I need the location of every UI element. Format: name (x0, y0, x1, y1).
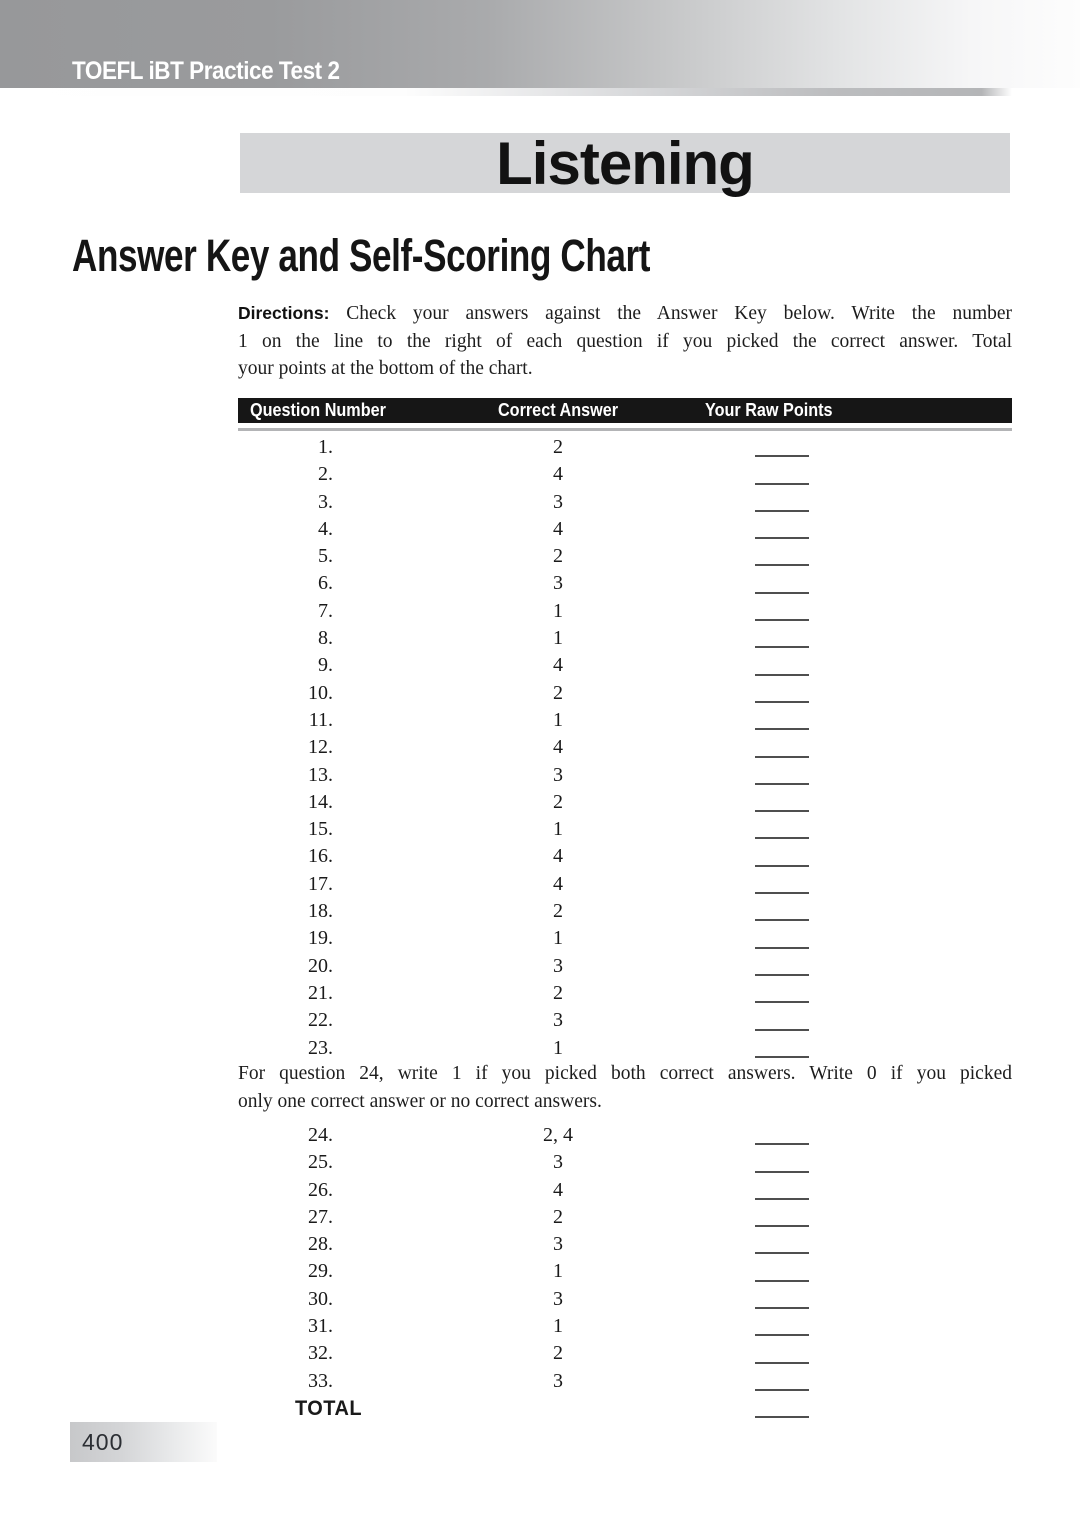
question-number: 11. (308, 708, 333, 731)
section-title: Listening (496, 130, 754, 197)
blank-line (755, 892, 809, 894)
page-number-box (70, 1422, 217, 1462)
question-number: 28. (308, 1233, 333, 1256)
correct-answer: 4 (553, 872, 563, 895)
table-row (238, 1258, 1012, 1285)
blank-line (755, 1416, 809, 1418)
table-row (238, 1368, 1012, 1395)
table-row (238, 1286, 1012, 1313)
blank-line (755, 728, 809, 730)
table-row (238, 980, 1012, 1007)
question-number: 6. (318, 572, 333, 595)
correct-answer: 2, 4 (543, 1124, 573, 1146)
question-number: 10. (308, 681, 333, 704)
column-header-question-number: Question Number (250, 400, 386, 420)
blank-line (755, 1029, 809, 1031)
table-row (238, 734, 1012, 761)
table-row (238, 816, 1012, 843)
table-row (238, 1313, 1012, 1340)
question-number: 31. (308, 1315, 333, 1338)
correct-answer: 1 (553, 1315, 563, 1338)
blank-line (755, 810, 809, 812)
table-row (238, 1231, 1012, 1258)
correct-answer: 2 (553, 981, 563, 1004)
table-row (238, 1177, 1012, 1204)
book-title: TOEFL iBT Practice Test 2 (72, 57, 340, 85)
table-row (238, 1204, 1012, 1231)
blank-line (755, 455, 809, 457)
correct-answer: 3 (553, 1369, 563, 1392)
correct-answer: 1 (553, 627, 563, 650)
directions-paragraph (238, 300, 1012, 383)
table-row (238, 680, 1012, 707)
table-row (238, 625, 1012, 652)
question-number: 16. (308, 845, 333, 868)
table-row (238, 789, 1012, 816)
correct-answer: 1 (553, 708, 563, 731)
column-header-correct-answer: Correct Answer (497, 400, 619, 420)
correct-answer: 1 (553, 927, 563, 950)
table-row (238, 598, 1012, 625)
question-number: 7. (318, 599, 333, 622)
correct-answer: 4 (553, 1178, 563, 1201)
blank-line (755, 510, 809, 512)
blank-line (755, 1225, 809, 1227)
header-band-bottom-strip (0, 88, 1012, 96)
blank-line (755, 783, 809, 785)
question-number: 32. (308, 1342, 333, 1365)
question-number: 30. (308, 1287, 333, 1310)
table-row (238, 871, 1012, 898)
answer-key-table (238, 398, 1012, 1062)
question-24-note (238, 1060, 1012, 1115)
table-row (238, 953, 1012, 980)
table-row (238, 516, 1012, 543)
correct-answer: 3 (553, 1233, 563, 1256)
question-number: 27. (308, 1205, 333, 1228)
directions-line (238, 300, 1012, 328)
question-number: 20. (308, 954, 333, 977)
correct-answer: 4 (553, 845, 563, 868)
blank-line (755, 865, 809, 867)
directions-line: 1 on the line to the right of each question if you picked the correct answer. Total (238, 330, 1012, 352)
correct-answer: 3 (553, 763, 563, 786)
page-number: 400 (82, 1429, 124, 1455)
blank-line (755, 619, 809, 621)
question-number: 25. (308, 1151, 333, 1174)
question-number: 19. (308, 927, 333, 950)
question-number: 3. (318, 490, 333, 513)
blank-line (755, 837, 809, 839)
correct-answer: 1 (553, 818, 563, 841)
blank-line (755, 1252, 809, 1254)
question-number: 33. (308, 1369, 333, 1392)
blank-line (755, 1198, 809, 1200)
blank-line (755, 1334, 809, 1336)
question-number: 9. (318, 654, 333, 677)
directions-line: your points at the bottom of the chart. (238, 358, 533, 379)
blank-line (755, 919, 809, 921)
question-number: 18. (308, 900, 333, 923)
total-label: TOTAL (295, 1396, 363, 1420)
blank-line (755, 1143, 809, 1145)
correct-answer: 4 (553, 463, 563, 486)
correct-answer: 2 (553, 436, 563, 458)
table-row (238, 434, 1012, 461)
blank-line (755, 646, 809, 648)
blank-line (755, 1362, 809, 1364)
blank-line (755, 1056, 809, 1058)
table-header-shadow (238, 428, 1012, 431)
question-number: 17. (308, 872, 333, 895)
question-number: 5. (318, 545, 333, 568)
table-row (238, 1007, 1012, 1034)
blank-line (755, 1307, 809, 1309)
question-number: 2. (318, 463, 333, 486)
blank-line (755, 947, 809, 949)
question-number: 12. (308, 736, 333, 759)
question-number: 8. (318, 627, 333, 650)
correct-answer: 2 (553, 790, 563, 813)
answer-rows-part1 (238, 434, 1012, 1062)
question-number: 14. (308, 790, 333, 813)
question-number: 23. (308, 1036, 333, 1059)
table-row (238, 1035, 1012, 1062)
directions-text: Check your answers against the Answer Key below. Write the number (346, 303, 1013, 324)
correct-answer: 2 (553, 681, 563, 704)
blank-line (755, 701, 809, 703)
question-number: 29. (308, 1260, 333, 1283)
table-row (238, 489, 1012, 516)
answer-rows-part2-block (238, 1119, 1012, 1422)
table-row (238, 1122, 1012, 1149)
question-number: 15. (308, 818, 333, 841)
correct-answer: 1 (553, 1036, 563, 1059)
correct-answer: 2 (553, 1205, 563, 1228)
correct-answer: 2 (553, 900, 563, 923)
note-line: only one correct answer or no correct answers. (238, 1090, 602, 1112)
table-row (238, 543, 1012, 570)
correct-answer: 2 (553, 545, 563, 568)
blank-line (755, 1001, 809, 1003)
table-row (238, 1340, 1012, 1367)
table-header-bar (238, 398, 1012, 423)
correct-answer: 4 (553, 654, 563, 677)
blank-line (755, 592, 809, 594)
answer-rows-part2 (238, 1122, 1012, 1395)
blank-line (755, 1171, 809, 1173)
correct-answer: 3 (553, 1151, 563, 1174)
table-row (238, 925, 1012, 952)
correct-answer: 3 (553, 490, 563, 513)
column-header-raw-points: Your Raw Points (705, 400, 833, 420)
correct-answer: 4 (553, 736, 563, 759)
question-number: 13. (308, 763, 333, 786)
correct-answer: 2 (553, 1342, 563, 1365)
correct-answer: 1 (553, 599, 563, 622)
directions-label: Directions: (238, 303, 330, 323)
question-number: 26. (308, 1178, 333, 1201)
question-number: 21. (308, 981, 333, 1004)
question-number: 4. (318, 517, 333, 540)
blank-line (755, 974, 809, 976)
table-row (238, 707, 1012, 734)
page-title: Answer Key and Self-Scoring Chart (72, 230, 651, 281)
note-line: For question 24, write 1 if you picked both correct answers. Write 0 if you picked (238, 1063, 1012, 1084)
correct-answer: 3 (553, 572, 563, 595)
table-row (238, 762, 1012, 789)
blank-line (755, 674, 809, 676)
page-header-band (0, 0, 1080, 88)
correct-answer: 3 (553, 954, 563, 977)
question-number: 24. (308, 1124, 333, 1146)
blank-line (755, 564, 809, 566)
question-number: 1. (318, 436, 333, 458)
section-banner (240, 130, 1010, 197)
correct-answer: 1 (553, 1260, 563, 1283)
correct-answer: 3 (553, 1009, 563, 1032)
question-number: 22. (308, 1009, 333, 1032)
table-row (238, 898, 1012, 925)
table-row (238, 1149, 1012, 1176)
table-row (238, 570, 1012, 597)
correct-answer: 4 (553, 517, 563, 540)
blank-line (755, 483, 809, 485)
table-row (238, 843, 1012, 870)
blank-line (755, 756, 809, 758)
table-row (238, 461, 1012, 488)
total-row (238, 1395, 1012, 1422)
blank-line (755, 1389, 809, 1391)
table-row (238, 652, 1012, 679)
blank-line (755, 1280, 809, 1282)
correct-answer: 3 (553, 1287, 563, 1310)
blank-line (755, 537, 809, 539)
